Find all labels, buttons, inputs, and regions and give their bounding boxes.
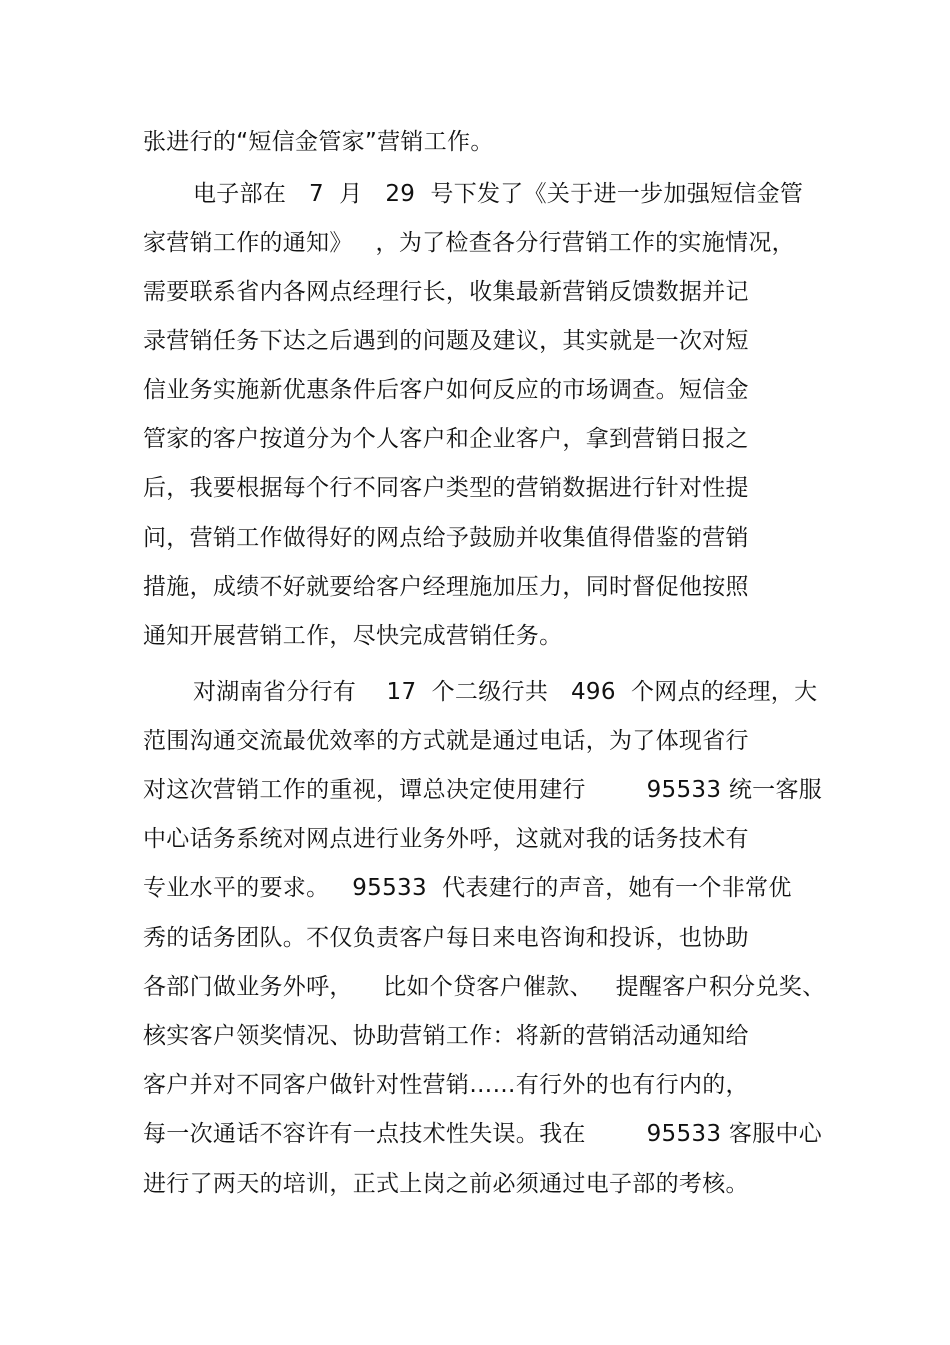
text-line: 范围沟通交流最优效率的方式就是通过电话，为了体现省行 <box>143 728 749 754</box>
text-line: 秀的话务团队。不仅负责客户每日来电咨询和投诉，也协助 <box>143 925 749 951</box>
text-line: 核实客户领奖情况、协助营销工作：将新的营销活动通知给 <box>143 1023 749 1049</box>
text-line: 每一次通话不容许有一点技术性失误。我在 95533 客服中心 <box>143 1121 823 1147</box>
text-line: 后，我要根据每个行不同客户类型的营销数据进行针对性提 <box>143 475 749 501</box>
text-line: 措施，成绩不好就要给客户经理施加压力，同时督促他按照 <box>143 574 749 600</box>
text-line: 录营销任务下达之后遇到的问题及建议，其实就是一次对短 <box>143 328 749 354</box>
text-line: 信业务实施新优惠条件后客户如何反应的市场调查。短信金 <box>143 377 749 403</box>
text-line: 对这次营销工作的重视，谭总决定使用建行 95533 统一客服 <box>143 777 823 803</box>
text-line: 电子部在 7 月 29 号下发了《关于进一步加强短信金管 <box>193 181 804 207</box>
text-line: 中心话务系统对网点进行业务外呼，这就对我的话务技术有 <box>143 826 749 852</box>
text-line: 管家的客户按道分为个人客户和企业客户，拿到营销日报之 <box>143 426 749 452</box>
text-line: 进行了两天的培训，正式上岗之前必须通过电子部的考核。 <box>143 1171 749 1197</box>
text-line: 需要联系省内各网点经理行长，收集最新营销反馈数据并记 <box>143 279 749 305</box>
text-line: 各部门做业务外呼， 比如个贷客户催款、 提醒客户积分兑奖、 <box>143 974 826 1000</box>
text-line: 专业水平的要求。 95533 代表建行的声音，她有一个非常优 <box>143 875 792 901</box>
text-line: 张进行的“短信金管家”营销工作。 <box>143 129 494 155</box>
text-line: 对湖南省分行有 17 个二级行共 496 个网点的经理，大 <box>193 679 818 705</box>
text-line: 问，营销工作做得好的网点给予鼓励并收集值得借鉴的营销 <box>143 525 749 551</box>
text-line: 通知开展营销工作，尽快完成营销任务。 <box>143 623 563 649</box>
text-line: 客户并对不同客户做针对性营销……有行外的也有行内的， <box>143 1072 749 1098</box>
text-line: 家营销工作的通知》 ，为了检查各分行营销工作的实施情况， <box>143 230 795 256</box>
